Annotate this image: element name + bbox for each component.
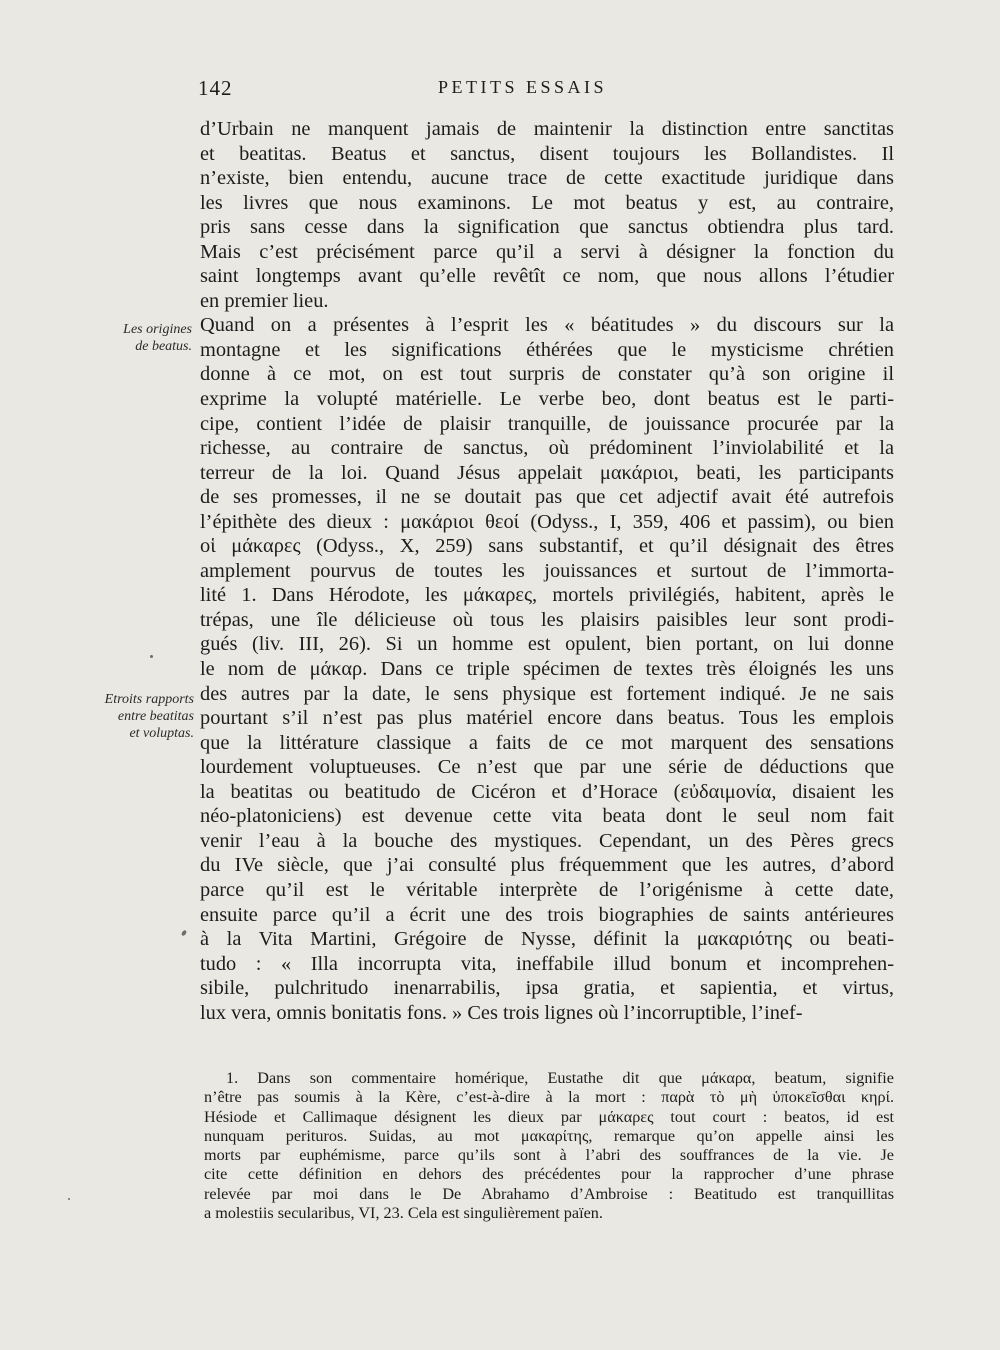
body-line: à la Vita Martini, Grégoire de Nysse, définit la μακαριότης ou beati- [200, 928, 894, 951]
footnote-line: nunquam perituros. Suidas, au mot μακαρίτης, remarque qu’on appelle ainsi les [204, 1126, 894, 1145]
body-line: la beatitas ou beatitudo de Cicéron et d’Horace (εὐδαιμονία, disaient les [200, 780, 894, 803]
margin-note-line: et voluptas. [129, 726, 194, 741]
margin-note-rapports [72, 691, 194, 742]
body-line: de ses promesses, il ne se doutait pas que cet adjectif avait été autrefois [200, 486, 894, 509]
body-line: amplement pourvus de toutes les jouissances et surtout de l’immorta- [200, 559, 894, 582]
body-line: lourdement voluptueuses. Ce n’est que par une série de déductions que [200, 756, 894, 779]
margin-note-line: Les origines [123, 322, 192, 337]
footnotes [204, 1069, 894, 1223]
paper-speck [150, 655, 153, 658]
body-line: οἱ μάκαρες (Odyss., X, 259) sans substantif, et qu’il désignait des êtres [200, 535, 894, 558]
paper-speck [68, 1198, 70, 1200]
body-line: trépas, une île délicieuse où tous les plaisirs paisibles leur sont prodi- [200, 608, 894, 631]
footnote-line: 1. Dans son commentaire homérique, Eustathe dit que μάκαρα, beatum, signifie [226, 1069, 894, 1087]
footnote-line: a molestiis secularibus, VI, 23. Cela est singulièrement païen. [204, 1204, 603, 1223]
body-line: des autres par la date, le sens physique est fortement indiqué. Je ne sais [200, 682, 894, 705]
footnote-line: cite cette définition en dehors des précédentes pour la rapprocher d’une phrase [204, 1165, 894, 1184]
body-text [200, 117, 894, 1025]
footnote-line: morts par euphémisme, parce qu’ils sont à l’abri des souffrances de la vie. Je [204, 1146, 894, 1165]
body-line: sibile, pulchritudo inenarrabilis, ipsa gratia, et sapientia, et virtus, [200, 977, 894, 1000]
body-line: Mais c’est précisément parce qu’il a servi à désigner la fonction du [200, 240, 894, 263]
paper-speck [181, 929, 188, 936]
body-line: richesse, au contraire de sanctus, où prédominent l’inviolabilité et la [200, 437, 894, 460]
body-line: lux vera, omnis bonitatis fons. » Ces trois lignes où l’incorruptible, l’inef- [200, 1001, 803, 1024]
running-title: PETITS ESSAIS [438, 77, 608, 97]
body-line: Quand on a présentes à l’esprit les « béatitudes » du discours sur la [200, 314, 894, 337]
margin-note-line: entre beatitas [117, 709, 194, 724]
footnote-line: Hésiode et Callimaque désignent les dieux par μάκαρες tout court : beatos, id est [204, 1107, 894, 1126]
body-line: parce qu’il est le véritable interprète de l’origénisme à cette date, [200, 878, 894, 901]
body-line: d’Urbain ne manquent jamais de maintenir la distinction entre sanctitas [200, 118, 894, 140]
body-line: en premier lieu. [200, 289, 329, 312]
body-line: gués (liv. III, 26). Si un homme est opulent, bien portant, on lui donne [200, 633, 894, 656]
margin-note-line: de beatus. [135, 339, 192, 354]
margin-note-line: Etroits rapports [104, 692, 194, 707]
body-line: pris sans cesse dans la signification que sanctus obtiendra plus tard. [200, 216, 894, 239]
footnote-line: n’être pas soumis à la Kère, c’est-à-dire à la mort : παρὰ τὸ μὴ ὑποκεῖσθαι κηρί. [204, 1088, 894, 1107]
body-line: le nom de μάκαρ. Dans ce triple spécimen de textes très éloignés les uns [200, 658, 894, 681]
body-line: que la littérature classique a faits de ce mot marquent des sensations [200, 731, 894, 754]
body-line: exprime la volupté matérielle. Le verbe beo, dont beatus est le parti- [200, 388, 894, 411]
body-line: montagne et les significations éthérées que le mysticisme chrétien [200, 338, 894, 361]
body-line: ensuite parce qu’il a écrit une des trois biographies de saints antérieures [200, 903, 894, 926]
margin-note-origines [100, 321, 192, 355]
body-line: terreur de la loi. Quand Jésus appelait μακάριοι, beati, les participants [200, 461, 894, 484]
body-line: néo-platoniciens) est devenue cette vita beata dont le seul nom fait [200, 805, 894, 828]
body-line: pourtant s’il n’est pas plus matériel encore dans beatus. Tous les emplois [200, 707, 894, 730]
body-line: les livres que nous examinons. Le mot beatus y est, au contraire, [200, 191, 894, 214]
body-line: tudo : « Illa incorrupta vita, ineffabile illud bonum et incomprehen- [200, 952, 894, 975]
body-line: lité 1. Dans Hérodote, les μάκαρες, mortels privilégiés, habitent, après le [200, 584, 894, 607]
body-line: l’épithète des dieux : μακάριοι θεοί (Odyss., I, 359, 406 et passim), ou bien [200, 510, 894, 533]
body-line: saint longtemps avant qu’elle revêtît ce nom, que nous allons l’étudier [200, 265, 894, 288]
body-line: cipe, contient l’idée de plaisir tranquille, de jouissance procurée par la [200, 412, 894, 435]
page-number: 142 [198, 76, 233, 100]
body-line: et beatitas. Beatus et sanctus, disent toujours les Bollandistes. Il [200, 142, 894, 165]
body-line: donne à ce mot, on est tout surpris de constater qu’à son origine il [200, 363, 894, 386]
footnote-line: relevée par moi dans le De Abrahamo d’Ambroise : Beatitudo est tranquillitas [204, 1184, 894, 1203]
body-line: venir l’eau à la bouche des mystiques. Cependant, un des Pères grecs [200, 829, 894, 852]
body-line: du IVe siècle, que j’ai consulté plus fréquemment que les autres, d’abord [200, 854, 894, 877]
body-line: n’existe, bien entendu, aucune trace de cette exactitude juridique dans [200, 167, 894, 190]
